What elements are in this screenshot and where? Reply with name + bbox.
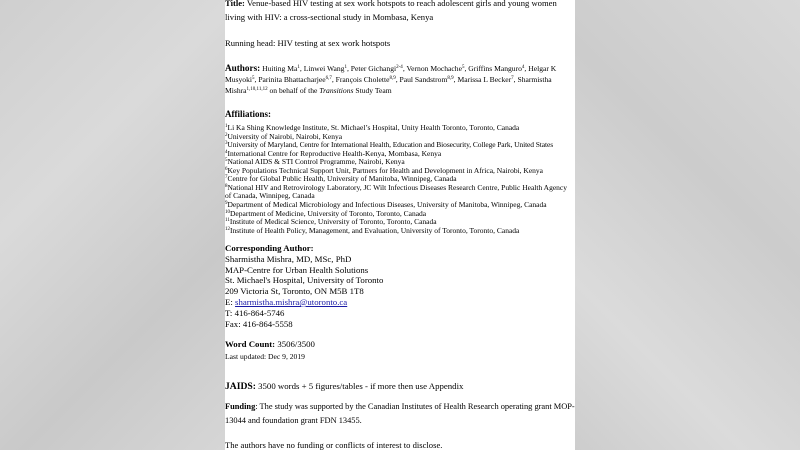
behalf-study: Transitions [319,86,354,95]
author: Paul Sandstrom$^{8,9}$, [399,75,456,84]
authors-paragraph [225,63,575,96]
affiliation-item: $^1$Li Ka Shing Knowledge Institute, St. Michael’s Hospital, Unity Health Toronto, Toronto, Canada [225,123,520,132]
affiliation-item: $^7$Centre for Global Public Health, University of Manitoba, Winnipeg, Canada [225,174,457,183]
authors-label: Authors: [225,63,261,73]
email-link[interactable]: sharmistha.mishra@utoronto.ca [235,296,348,307]
word-count-value: 3506/3500 [277,339,315,349]
running-head: Running head: HIV testing at sex work hotspots [225,38,391,48]
jaids-label: JAIDS: [225,381,256,392]
funding-paragraph [225,400,575,428]
background-right [575,0,800,450]
affiliation-item: $^3$University of Maryland, Centre for International Health, Education and Biosecurity, College Park, United States [225,140,554,149]
author: Peter Gichangi$^{2-4}$, [350,64,405,73]
title-text: Venue-based HIV testing at sex work hotspots to reach adolescent girls and young women living with HIV: a cross-sectional study in Mombasa, Kenya [225,0,557,22]
corresponding-name: Sharmistha Mishra, MD, MSc, PhD [225,253,352,264]
affiliation-item: $^2$University of Nairobi, Nairobi, Kenya [225,131,343,141]
disclosure: The authors have no funding or conflicts of interest to disclose. [225,440,443,450]
affiliation-item: $^5$National AIDS & STI Control Programme, Nairobi, Kenya [225,157,405,166]
author: Vernon Mochache$^5$, [406,64,467,73]
jaids-line [225,379,575,394]
author: Marissa L Becker$^7$, [457,75,516,84]
document-page [225,0,575,450]
word-count-label: Word Count: [225,339,276,349]
corresponding-org1: MAP-Centre for Urban Health Solutions [225,264,369,275]
affiliation-item: $^{12}$Institute of Health Policy, Management, and Evaluation, University of Toronto, Toronto, Canada [225,225,520,235]
affiliation-item: $^9$Department of Medical Microbiology and Infectious Diseases, University of Manitoba, Winnipeg, Canada [225,200,547,209]
author: Griffins Manguro$^4$, [468,64,527,73]
title-label: Title: [225,0,245,8]
behalf-prefix: on behalf of the [269,86,318,95]
affiliation-item: $^{11}$Institute of Medical Science, University of Toronto, Toronto, Canada [225,217,437,226]
funding-label: Funding [225,402,256,411]
affiliation-item: $^{10}$Department of Medicine, University of Toronto, Toronto, Canada [225,208,427,218]
author: Huiting Ma$^1$, [262,64,302,73]
affiliation-item: $^8$National HIV and Retrovirology Laboratory, JC Wilt Infectious Diseases Research Centre, Public Health Agency of Canada, Winnipeg, Canada [225,182,567,201]
author: Linwei Wang$^1$, [303,64,349,73]
title-paragraph [225,0,575,24]
author: Sharmistha Mishra$^{1,10,11,12}$ [225,75,552,95]
jaids-text: 3500 words + 5 figures/tables - if more then use Appendix [258,381,464,391]
corresponding-phone: T: 416-864-5746 [225,307,285,318]
corresponding-org2: St. Michael's Hospital, University of Toronto [225,275,384,286]
corresponding-block [225,243,575,329]
affiliation-item: $^6$Key Populations Technical Support Unit, Partners for Health and Development in Africa, Nairobi, Kenya [225,165,544,175]
funding-text: : The study was supported by the Canadian Institutes of Health Research operating grant MOP-13044 and foundation grant FDN 13455. [225,402,575,425]
corresponding-label: Corresponding Author: [225,243,314,253]
corresponding-email-line: E: sharmistha.mishra@utoronto.ca [225,296,348,307]
affiliation-item: $^4$International Centre for Reproductive Health-Kenya, Mombasa, Kenya [225,148,442,158]
last-updated: Last updated: Dec 9, 2019 [225,352,305,361]
author: François Cholette$^{8,9}$, [335,75,398,84]
word-count-line [225,338,575,350]
author: Helgar K Musyoki$^5$, [225,64,557,84]
behalf-suffix: Study Team [355,86,392,95]
background-left [0,0,225,450]
affiliations-label: Affiliations: [225,109,271,119]
corresponding-address: 209 Victoria St, Toronto, ON M5B 1T8 [225,286,364,297]
author: Parinita Bhattacharjee$^{6,7}$, [258,75,334,84]
corresponding-fax: Fax: 416-864-5558 [225,318,293,329]
